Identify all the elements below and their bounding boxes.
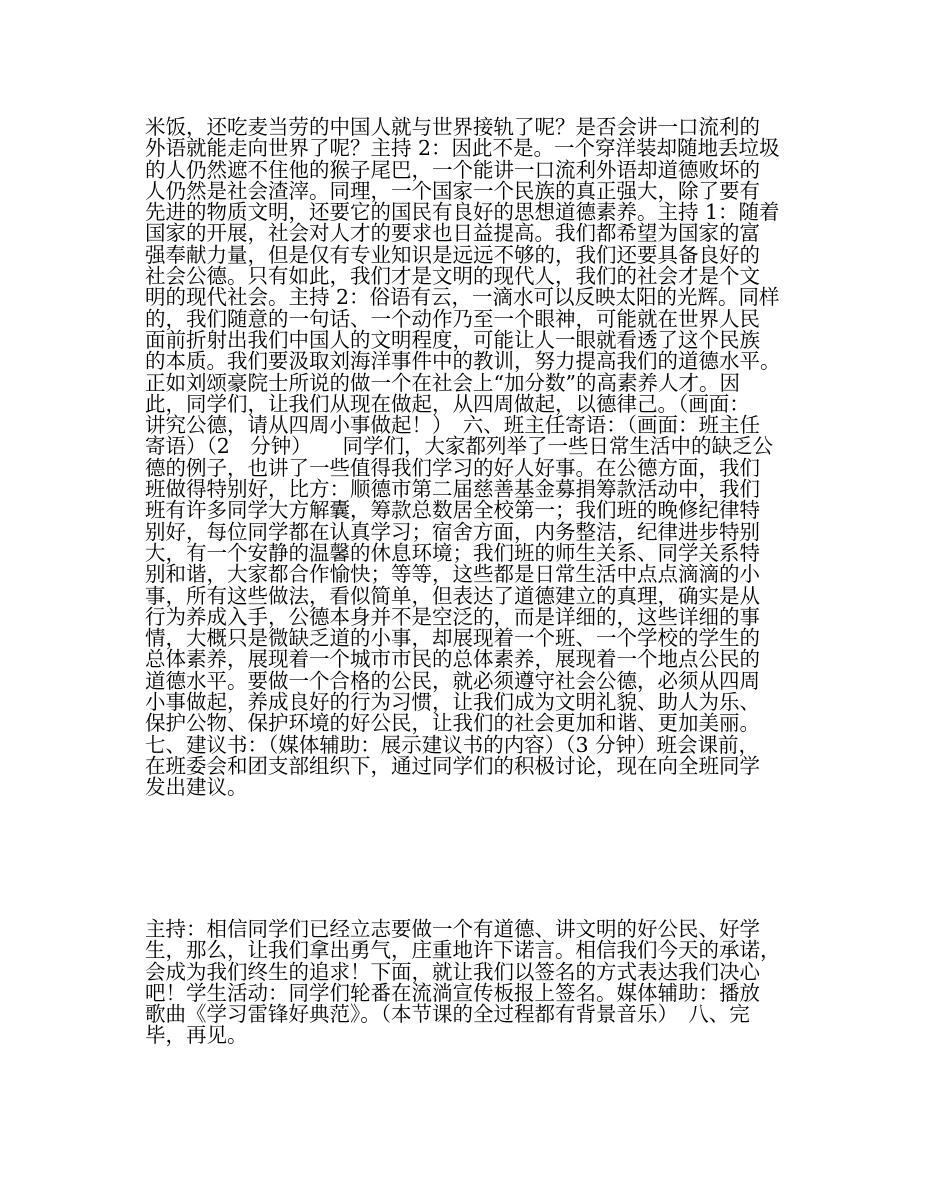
text-line: 行为养成入手，公德本身并不是空泛的，而是详细的，这些详细的事	[145, 604, 760, 629]
text-line: 的本质。我们要汲取刘海洋事件中的教训，努力提高我们的道德水平。	[145, 349, 781, 374]
paragraph-2	[145, 919, 835, 1047]
text-line: 道德水平。要做一个合格的公民，就必须遵守社会公德，必须从四周	[145, 668, 760, 693]
text-line: 班做得特别好，比方：顺德市第二届慈善基金募捐筹款活动中，我们	[145, 477, 760, 502]
text-line: 明的现代社会。主持 2：俗语有云，一滴水可以反映太阳的光辉。同样	[145, 285, 780, 310]
text-line: 面前折射出我们中国人的文明程度，可能让人一眼就看透了这个民族	[145, 327, 760, 352]
text-line: 大，有一个安静的温馨的休息环境；我们班的师生关系、同学关系特	[145, 540, 760, 565]
text-line: 先进的物质文明，还要它的国民有良好的思想道德素养。主持 1：随着	[145, 200, 780, 225]
text-line: 正如刘颂豪院士所说的做一个在社会上“加分数”的高素养人才。因	[145, 370, 740, 395]
text-line: 保护公物、保护环境的好公民，让我们的社会更加和谐、更加美丽。	[145, 711, 760, 736]
text-line: 班有许多同学大方解囊，筹款总数居全校第一；我们班的晚修纪律特	[145, 498, 760, 523]
text-line: 别好，每位同学都在认真学习；宿舍方面，内务整洁，纪律进步特别	[145, 519, 760, 544]
text-line: 毕，再见。	[145, 1023, 248, 1048]
text-line: 外语就能走向世界了呢？主持 2：因此不是。一个穿洋装却随地丢垃圾	[145, 136, 780, 161]
text-line: 生，那么，让我们拿出勇气，庄重地许下诺言。相信我们今天的承诺，	[145, 938, 781, 963]
text-line: 强奉献力量，但是仅有专业知识是远远不够的，我们还要具备良好的	[145, 242, 760, 267]
text-line: 的人仍然遮不住他的猴子尾巴，一个能讲一口流利外语却道德败坏的	[145, 157, 760, 182]
text-line: 发出建议。	[145, 775, 248, 800]
text-line: 事，所有这些做法，看似简单，但表达了道德建立的真理，确实是从	[145, 583, 760, 608]
text-line: 会成为我们终生的追求！下面，就让我们以签名的方式表达我们决心	[145, 959, 760, 984]
text-line: 寄语）（2 分钟） 同学们，大家都列举了一些日常生活中的缺乏公	[145, 434, 774, 459]
text-line: 在班委会和团支部组织下，通过同学们的积极讨论，现在向全班同学	[145, 753, 760, 778]
text-line: 德的例子，也讲了一些值得我们学习的好人好事。在公德方面，我们	[145, 455, 760, 480]
text-line: 小事做起，养成良好的行为习惯，让我们成为文明礼貌、助人为乐、	[145, 690, 760, 715]
text-line: 情，大概只是微缺乏道的小事，却展现着一个班、一个学校的学生的	[145, 626, 760, 651]
text-line: 七、建议书：（媒体辅助：展示建议书的内容）（3 分钟）班会课前，	[145, 732, 760, 757]
text-line: 此，同学们，让我们从现在做起，从四周做起，以德律己。（画面：	[145, 391, 750, 416]
text-line: 歌曲《学习雷锋好典范》。（本节课的全过程都有背景音乐） 八、完	[145, 1002, 750, 1027]
text-line: 米饭，还吃麦当劳的中国人就与世界接轨了呢？是否会讲一口流利的	[145, 115, 760, 139]
text-line: 人仍然是社会渣滓。同理，一个国家一个民族的真正强大，除了要有	[145, 178, 760, 203]
text-line: 社会公德。只有如此，我们才是文明的现代人，我们的社会才是个文	[145, 264, 760, 289]
text-line: 讲究公德，请从四周小事做起！） 六、班主任寄语：（画面：班主任	[145, 413, 760, 438]
text-line: 别和谐，大家都合作愉快；等等，这些都是日常生活中点点滴滴的小	[145, 562, 760, 587]
text-line: 主持：相信同学们已经立志要做一个有道德、讲文明的好公民、好学	[145, 917, 760, 941]
paragraph-1	[145, 117, 835, 799]
text-line: 吧！学生活动：同学们轮番在流淌宣传板报上签名。媒体辅助：播放	[145, 980, 760, 1005]
text-line: 的，我们随意的一句话、一个动作乃至一个眼神，可能就在世界人民	[145, 306, 760, 331]
text-line: 国家的开展，社会对人才的要求也日益提高。我们都希望为国家的富	[145, 221, 760, 246]
text-line: 总体素养，展现着一个城市市民的总体素养，展现着一个地点公民的	[145, 647, 760, 672]
